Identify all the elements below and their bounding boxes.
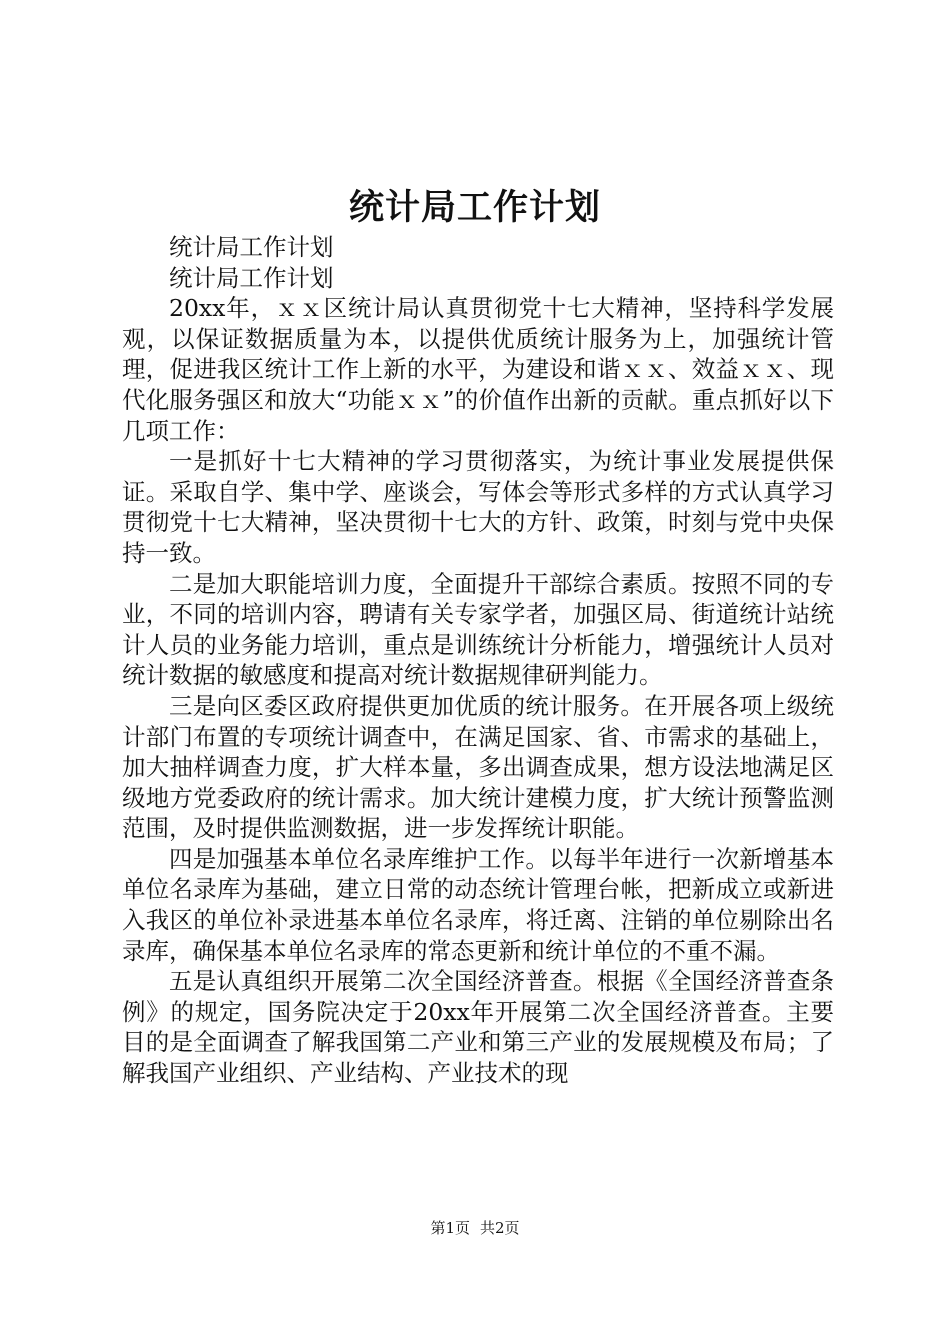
paragraph: 五是认真组织开展第二次全国经济普查。根据《全国经济普查条例》的规定，国务院决定于20xx年开展第二次全国经济普查。主要目的是全面调查了解我国第二产业和第三产业的发展规模及布局；了解我国产业组织、产业结构、产业技术的现 <box>122 967 834 1088</box>
paragraph: 一是抓好十七大精神的学习贯彻落实，为统计事业发展提供保证。采取自学、集中学、座谈会，写体会等形式多样的方式认真学习贯彻党十七大精神，坚决贯彻十七大的方针、政策，时刻与党中央保持一致。 <box>122 447 834 567</box>
paragraph: 20xx年，ｘｘ区统计局认真贯彻党十七大精神，坚持科学发展观，以保证数据质量为本，以提供优质统计服务为上，加强统计管理，促进我区统计工作上新的水平，为建设和谐ｘｘ、效益ｘｘ、现代化服务强区和放大“功能ｘｘ”的价值作出新的贡献。重点抓好以下几项工作： <box>122 294 834 445</box>
paragraph: 三是向区委区政府提供更加优质的统计服务。在开展各项上级统计部门布置的专项统计调查中，在满足国家、省、市需求的基础上，加大抽样调查力度，扩大样本量，多出调查成果，想方设法地满足区级地方党委政府的统计需求。加大统计建模力度，扩大统计预警监测范围，及时提供监测数据，进一步发挥统计职能。 <box>122 691 834 843</box>
page-title: 统计局工作计划 <box>348 187 601 228</box>
document-body <box>122 232 834 1089</box>
page-footer <box>0 1217 950 1239</box>
paragraph: 二是加大职能培训力度，全面提升干部综合素质。按照不同的专业，不同的培训内容，聘请有关专家学者，加强区局、街道统计站统计人员的业务能力培训，重点是训练统计分析能力，增强统计人员对统计数据的敏感度和提高对统计数据规律研判能力。 <box>122 569 834 690</box>
paragraph: 统计局工作计划 <box>169 263 334 292</box>
page-number: 第1页 <box>430 1219 470 1237</box>
paragraph: 统计局工作计划 <box>169 233 334 261</box>
paragraph: 四是加强基本单位名录库维护工作。以每半年进行一次新增基本单位名录库为基础，建立日常的动态统计管理台帐，把新成立或新进入我区的单位补录进基本单位名录库，将迁离、注销的单位剔除出名录库，确保基本单位名录库的常态更新和统计单位的不重不漏。 <box>122 844 834 965</box>
page-total: 共2页 <box>480 1219 520 1237</box>
